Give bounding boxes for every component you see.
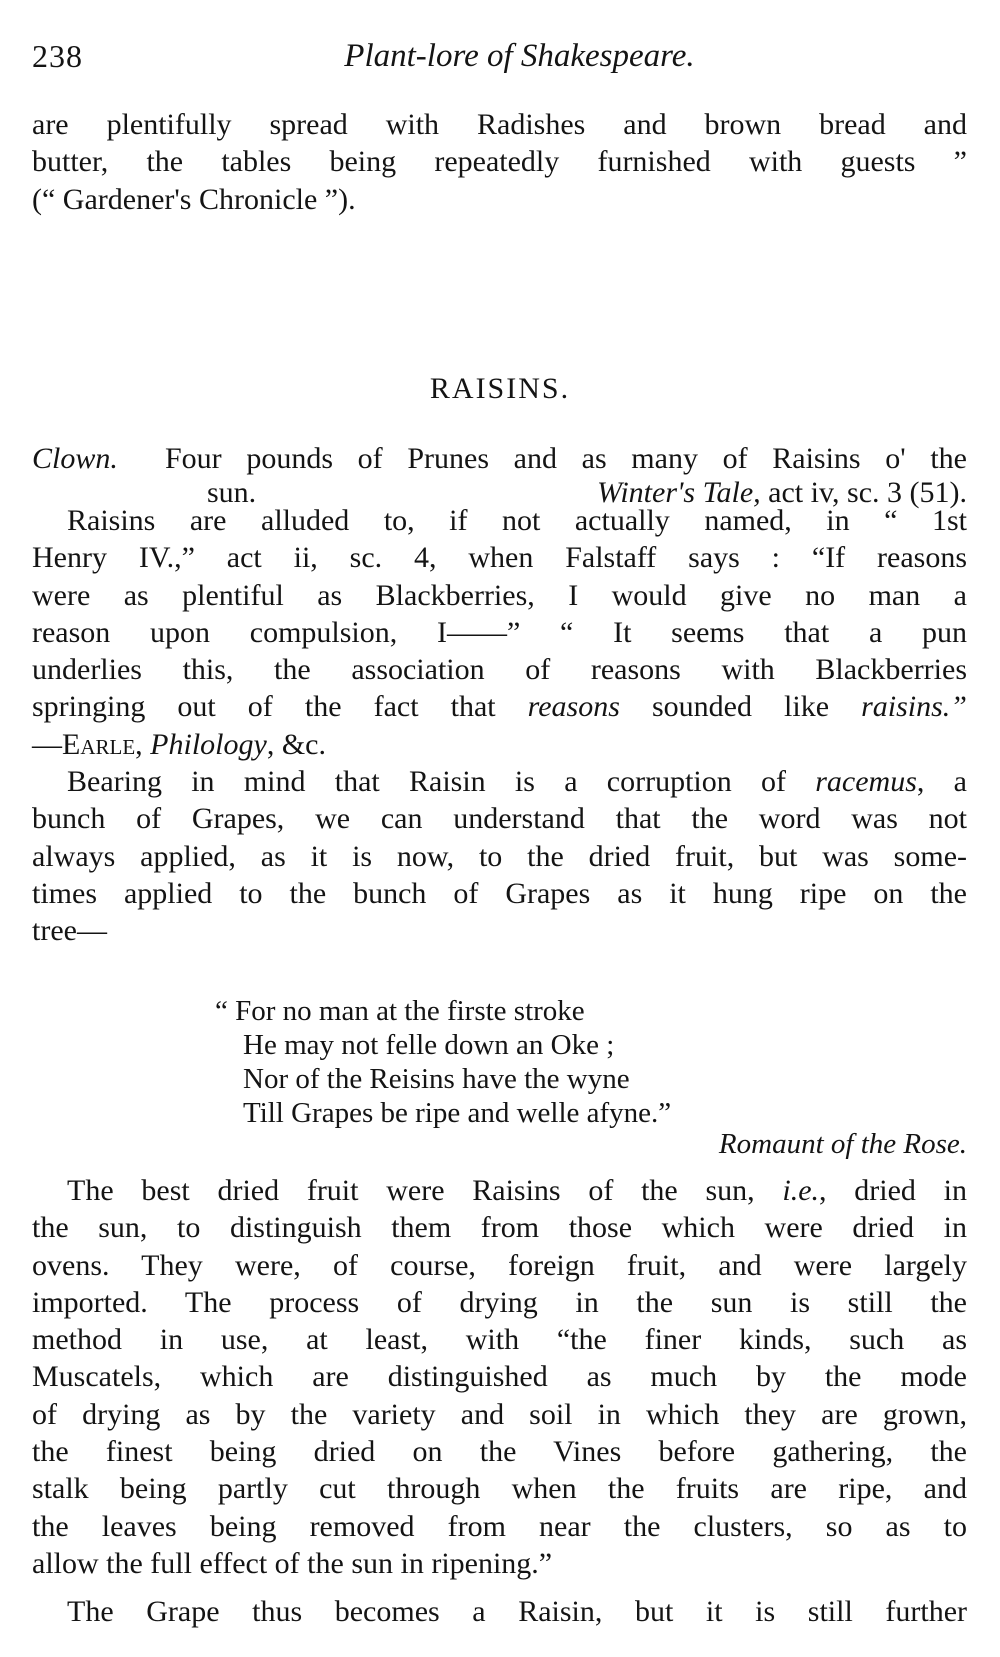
- text-line: stalk being partly cut through when the fruits are ripe, and: [32, 1472, 967, 1506]
- verse-source: Romaunt of the Rose.: [718, 1128, 967, 1160]
- text-line: allow the full effect of the sun in ripening.”: [32, 1546, 553, 1580]
- text-line: were as plentiful as Blackberries, I would give no man a: [32, 578, 967, 612]
- text-span: , a: [916, 765, 967, 798]
- text-line: of drying as by the variety and soil in which they are grown,: [32, 1397, 967, 1431]
- text-line: times applied to the bunch of Grapes as it hung ripe on the: [32, 876, 967, 910]
- text-line: method in use, at least, with “the finer kinds, such as: [32, 1323, 967, 1357]
- work-title: Philology: [150, 727, 267, 761]
- text-line: Raisins are alluded to, if not actually named, in “ 1st: [67, 504, 967, 537]
- italic-term: raisins.”: [861, 690, 967, 724]
- text-line: The Grape thus becomes a Raisin, but it is still further: [67, 1595, 967, 1628]
- citation-ref: act iv, sc. 3 (51).: [768, 476, 967, 509]
- speech-text: Four pounds of Prunes and as many of Raisins o' the: [165, 442, 967, 475]
- text-line: Muscatels, which are distinguished as much by the mode: [32, 1360, 967, 1394]
- text-line: Henry IV.,” act ii, sc. 4, when Falstaff says : “If reasons: [32, 541, 967, 575]
- text-span: sounded like: [619, 690, 862, 724]
- text-span: springing out of the fact that: [32, 690, 528, 724]
- paragraph-3: [32, 1172, 967, 1582]
- text-span: ,: [135, 727, 151, 761]
- speech-text: sun.: [207, 476, 257, 509]
- text-line: ovens. They were, of course, foreign fruit, and were largely: [32, 1248, 967, 1282]
- paragraph-4: [32, 1593, 967, 1630]
- text-span: —: [32, 727, 62, 761]
- verse-line: He may not felle down an Oke ;: [243, 1029, 615, 1061]
- verse-line: “ For no man at the firste stroke: [215, 995, 585, 1027]
- citation-work: Winter's Tale,: [597, 476, 761, 509]
- running-title: Plant-lore of Shakespeare.: [344, 38, 695, 74]
- intro-paragraph: [32, 106, 967, 218]
- text-line: imported. The process of drying in the sun is still the: [32, 1285, 967, 1319]
- text-line: bunch of Grapes, we can understand that the word was not: [32, 802, 967, 836]
- text-span: The best dried fruit were Raisins of the sun,: [67, 1174, 783, 1207]
- text-line: [32, 1172, 967, 1209]
- verse-line: Till Grapes be ripe and welle afyne.”: [243, 1097, 672, 1129]
- italic-term: racemus: [815, 765, 917, 798]
- text-line: [32, 763, 967, 800]
- text-line: [32, 726, 967, 763]
- running-head: [32, 38, 967, 82]
- text-span: , dried in: [819, 1174, 968, 1207]
- text-line: [32, 688, 967, 725]
- text-line: the leaves being removed from near the clusters, so as to: [32, 1509, 967, 1543]
- text-line: (“ Gardener's Chronicle ”).: [32, 182, 356, 216]
- page-number: 238: [32, 38, 83, 74]
- speaker-name: Clown.: [32, 442, 118, 475]
- text-line: are plentifully spread with Radishes and brown bread and: [32, 108, 967, 141]
- text-span: Bearing in mind that Raisin is a corruption of: [67, 765, 816, 798]
- text-line: always applied, as it is now, to the dried fruit, but was some-: [32, 839, 967, 873]
- text-span: , &c.: [266, 727, 326, 761]
- italic-term: reasons: [527, 690, 620, 724]
- italic-term: i.e.: [782, 1174, 820, 1207]
- paragraph-1: [32, 502, 967, 763]
- text-line: the finest being dried on the Vines before gathering, the: [32, 1435, 967, 1469]
- text-line: butter, the tables being repeatedly furnished with guests ”: [32, 145, 967, 179]
- text-line: tree—: [32, 914, 107, 948]
- text-line: the sun, to distinguish them from those which were dried in: [32, 1211, 967, 1245]
- verse-line: Nor of the Reisins have the wyne: [243, 1063, 630, 1095]
- paragraph-2: [32, 763, 967, 949]
- text-line: reason upon compulsion, I——” “ It seems that a pun: [32, 615, 967, 649]
- epigraph-line-1: [32, 440, 967, 477]
- author-name: Earle: [62, 727, 136, 761]
- text-line: underlies this, the association of reasons with Blackberries: [32, 653, 967, 687]
- verse-quote: [215, 994, 671, 1130]
- section-heading: RAISINS.: [429, 372, 571, 405]
